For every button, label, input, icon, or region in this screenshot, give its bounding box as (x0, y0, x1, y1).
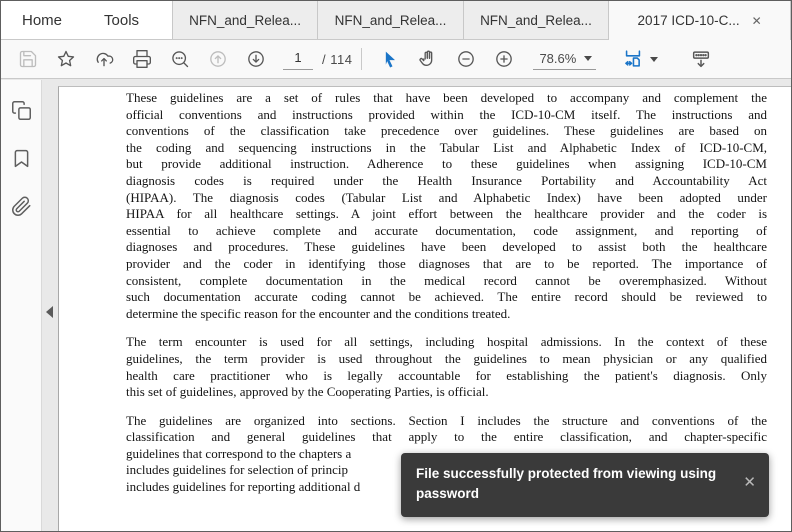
toolbar-separator (361, 48, 362, 70)
document-text-line: such documentation accurate coding cannot be achieved. The entire record should be reviewed to (126, 289, 767, 305)
document-text-line: The guidelines are organized into sections. Section I includes the structure and conventions of the (126, 412, 767, 428)
document-text-line: guidelines that correspond to the chapters a (126, 445, 352, 461)
page-up-icon[interactable] (199, 43, 237, 75)
tab-tools[interactable]: Tools (104, 11, 140, 29)
document-text-line: diagnosis codes is required under the Health Insurance Portability and Accountability Act (126, 172, 767, 188)
collapse-toolbar-icon[interactable] (682, 43, 720, 75)
toast-message: File successfully protected from viewing using password (416, 466, 717, 501)
document-text-line: consistent, complete documentation in the medical record cannot be overemphasized. Without (126, 272, 767, 288)
document-tab-3[interactable] (463, 1, 608, 39)
document-text-line: official conventions and instructions provided within the ICD-10-CM itself. The instructions and (126, 106, 767, 122)
search-icon[interactable] (161, 43, 199, 75)
page-total-label: / 114 (322, 51, 353, 67)
hand-tool-icon[interactable] (409, 43, 447, 75)
document-text-line: this set of guidelines, approved by the Cooperating Parties, is official. (126, 384, 489, 400)
document-tab-label: NFN_and_Relea... (189, 12, 301, 28)
document-text-line: includes guidelines for selection of princip (126, 462, 349, 478)
document-text-line: determine the specific reason for the encounter and the conditions treated. (126, 305, 511, 321)
document-tab-1[interactable] (172, 1, 317, 39)
document-text-line: These guidelines are a set of rules that have been developed to accompany and complement the (126, 90, 767, 105)
sidebar-collapse-icon[interactable] (46, 306, 53, 318)
bookmarks-icon[interactable] (11, 148, 32, 174)
cloud-upload-icon[interactable] (85, 43, 123, 75)
document-tab-active[interactable] (608, 1, 791, 40)
document-tab-2[interactable] (317, 1, 462, 39)
document-text-line: HIPAA for all healthcare settings. A joint effort between the healthcare provider and the coder is (126, 206, 767, 222)
document-text (126, 90, 767, 496)
document-text-line: conventions of the classification take precedence over guidelines. These guidelines are based on (126, 123, 767, 139)
close-tab-icon[interactable]: ✕ (751, 13, 762, 28)
fit-width-control[interactable] (622, 48, 658, 70)
page-down-icon[interactable] (237, 43, 275, 75)
star-icon[interactable] (47, 43, 85, 75)
main-toolbar (1, 40, 791, 79)
zoom-in-icon[interactable] (485, 43, 523, 75)
chevron-down-icon (650, 57, 658, 62)
document-text-line: essential to achieve complete and accurate documentation, code assignment, and reporting of (126, 222, 767, 238)
select-tool-icon[interactable] (371, 43, 409, 75)
document-text-line: includes guidelines for reporting additional d (126, 479, 361, 495)
toast-close-icon[interactable]: ✕ (743, 474, 756, 491)
document-paragraph (126, 334, 767, 400)
toast-notification (401, 453, 769, 517)
document-tab-label: NFN_and_Relea... (480, 12, 592, 28)
fit-width-icon (622, 48, 644, 70)
document-text-line: guidelines, the term provider is used throughout the guidelines to mean physician or any qualified (126, 350, 767, 366)
chevron-down-icon (584, 56, 592, 61)
document-text-line: provider and the coder in identifying those diagnoses that are to be reported. The importance of (126, 255, 767, 271)
document-paragraph (126, 90, 767, 322)
document-tab-label: 2017 ICD-10-C... (637, 13, 740, 28)
save-icon[interactable] (9, 43, 47, 75)
page-thumbnails-icon[interactable] (11, 100, 32, 126)
zoom-level-value: 78.6% (539, 50, 577, 66)
document-text-line: but provide additional instruction. Adherence to these guidelines when assigning ICD-10-CM (126, 156, 767, 172)
document-text-line: (HIPAA). The diagnosis codes (Tabular List and Alphabetic Index) have been adopted under (126, 189, 767, 205)
zoom-level-select[interactable] (533, 49, 596, 70)
document-text-line: classification and general guidelines that apply to the entire classification, and chapter-specific (126, 429, 767, 445)
document-text-line: diagnoses and procedures. These guidelines have been developed to assist both the healthcare (126, 239, 767, 255)
tab-home[interactable]: Home (22, 11, 63, 29)
navigation-sidebar (1, 80, 42, 531)
zoom-out-icon[interactable] (447, 43, 485, 75)
document-text-line: The term encounter is used for all settings, including hospital admissions. In the context of these (126, 334, 767, 350)
tab-bar (1, 1, 791, 40)
tab-spacer (160, 1, 172, 39)
attachments-icon[interactable] (11, 196, 32, 222)
document-text-line: health care practitioner who is legally accountable for establishing the patient's diagnosis. Only (126, 367, 767, 383)
document-tab-label: NFN_and_Relea... (334, 12, 447, 28)
print-icon[interactable] (123, 43, 161, 75)
document-text-line: the coding and sequencing instructions in the Tabular List and Alphabetic Index of ICD-10-CM, (126, 139, 767, 155)
page-number-input[interactable]: 1 (283, 48, 313, 70)
